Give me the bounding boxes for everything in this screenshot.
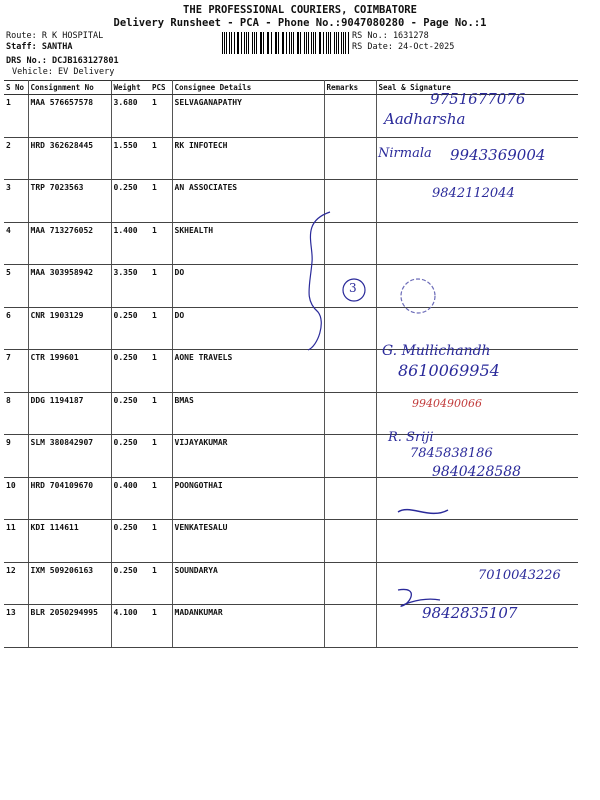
cell-weight: 3.350 [111, 265, 150, 308]
cell-weight: 3.680 [111, 95, 150, 138]
cell-consignment: KDI 114611 [28, 520, 111, 563]
handwritten-name-7: G. Mullichandh [382, 343, 491, 359]
col-remarks-header: Remarks [324, 81, 376, 95]
cell-consignee: VIJAYAKUMAR [172, 435, 324, 478]
col-sno-header: S No [4, 81, 28, 95]
cell-sno: 13 [4, 605, 28, 648]
cell-consignment: SLM 380842907 [28, 435, 111, 478]
cell-sno: 1 [4, 95, 28, 138]
cell-consignment: TRP 7023563 [28, 180, 111, 223]
cell-consignee: BMAS [172, 392, 324, 435]
col-weight-header: Weight [111, 81, 150, 95]
cell-consignee: POONGOTHAI [172, 477, 324, 520]
cell-consignee: VENKATESALU [172, 520, 324, 563]
handwritten-phone-8: 9940490066 [412, 397, 482, 410]
cell-weight: 0.250 [111, 392, 150, 435]
cell-sno: 10 [4, 477, 28, 520]
cell-weight: 4.100 [111, 605, 150, 648]
cell-weight: 0.250 [111, 435, 150, 478]
cell-pcs: 1 [150, 350, 172, 393]
cell-weight: 0.250 [111, 520, 150, 563]
col-consignee-header: Consignee Details [172, 81, 324, 95]
cell-consignee: MADANKUMAR [172, 605, 324, 648]
cell-consignment: HRD 362628445 [28, 137, 111, 180]
drs-number: DRS No.: DCJB163127801 [6, 56, 119, 66]
cell-pcs: 1 [150, 180, 172, 223]
col-consignment-header: Consignment No [28, 81, 111, 95]
cell-weight: 1.400 [111, 222, 150, 265]
cell-pcs: 1 [150, 605, 172, 648]
cell-weight: 0.250 [111, 307, 150, 350]
cell-consignment: MAA 713276052 [28, 222, 111, 265]
cell-pcs: 1 [150, 562, 172, 605]
strike-scribble [398, 510, 448, 514]
handwritten-name-1: Aadharsha [384, 110, 466, 128]
handwritten-name-9: R. Sriji [388, 430, 434, 445]
handwritten-count: 3 [349, 281, 357, 295]
runsheet-subtitle: Delivery Runsheet - PCA - Phone No.:9047080280 - Page No.:1 [113, 17, 487, 29]
cell-sno: 12 [4, 562, 28, 605]
cell-pcs: 1 [150, 477, 172, 520]
handwritten-phone-1: 9751677076 [430, 90, 526, 108]
seal-circle [401, 279, 435, 313]
handwritten-phone-7: 8610069954 [398, 361, 500, 380]
cell-sno: 2 [4, 137, 28, 180]
handwritten-phone-13: 9842835107 [422, 604, 518, 622]
cell-sno: 5 [4, 265, 28, 308]
handwritten-phone-2: 9943369004 [450, 146, 546, 164]
cell-consignee: RK INFOTECH [172, 137, 324, 180]
cell-pcs: 1 [150, 307, 172, 350]
handwritten-phone-12: 7010043226 [478, 568, 561, 583]
cell-pcs: 1 [150, 520, 172, 563]
cell-sno: 4 [4, 222, 28, 265]
handwritten-phone-9: 7845838186 [410, 446, 493, 461]
cell-consignment: MAA 303958942 [28, 265, 111, 308]
cell-weight: 1.550 [111, 137, 150, 180]
cell-consignment: HRD 704109670 [28, 477, 111, 520]
handwritten-name-2: Nirmala [378, 146, 432, 161]
rs-number: RS No.: 1631278 [352, 31, 429, 41]
cell-consignment: IXM 509206163 [28, 562, 111, 605]
staff-label: Staff: SANTHA [6, 42, 73, 52]
route-label: Route: R K HOSPITAL [6, 31, 104, 41]
col-signature-header: Seal & Signature [376, 81, 578, 95]
cell-sno: 8 [4, 392, 28, 435]
cell-consignee: DO [172, 265, 324, 308]
cell-consignee: SELVAGANAPATHY [172, 95, 324, 138]
cell-consignee: SOUNDARYA [172, 562, 324, 605]
cell-weight: 0.250 [111, 350, 150, 393]
cell-sno: 9 [4, 435, 28, 478]
company-title: THE PROFESSIONAL COURIERS, COIMBATORE [183, 4, 417, 16]
cell-consignee: AN ASSOCIATES [172, 180, 324, 223]
cell-consignment: CNR 1903129 [28, 307, 111, 350]
cell-sno: 3 [4, 180, 28, 223]
cell-pcs: 1 [150, 222, 172, 265]
cell-consignment: CTR 199601 [28, 350, 111, 393]
cell-weight: 0.250 [111, 180, 150, 223]
vehicle-label: Vehicle: EV Delivery [12, 67, 115, 77]
cell-pcs: 1 [150, 392, 172, 435]
cell-consignee: SKHEALTH [172, 222, 324, 265]
cell-sno: 6 [4, 307, 28, 350]
cell-consignment: BLR 2050294995 [28, 605, 111, 648]
cell-pcs: 1 [150, 137, 172, 180]
rs-date: RS Date: 24-Oct-2025 [352, 42, 455, 52]
cell-consignment: MAA 576657578 [28, 95, 111, 138]
cell-consignee: AONE TRAVELS [172, 350, 324, 393]
cell-sno: 7 [4, 350, 28, 393]
col-pcs-header: PCS [150, 81, 172, 95]
cell-consignment: DDG 1194187 [28, 392, 111, 435]
bracket-curve [308, 212, 330, 350]
cell-pcs: 1 [150, 95, 172, 138]
cell-pcs: 1 [150, 435, 172, 478]
handwritten-phone-3: 9842112044 [432, 186, 515, 201]
cell-consignee: DO [172, 307, 324, 350]
cell-pcs: 1 [150, 265, 172, 308]
handwritten-phone-10: 9840428588 [432, 464, 522, 480]
cell-sno: 11 [4, 520, 28, 563]
cell-weight: 0.250 [111, 562, 150, 605]
cell-weight: 0.400 [111, 477, 150, 520]
